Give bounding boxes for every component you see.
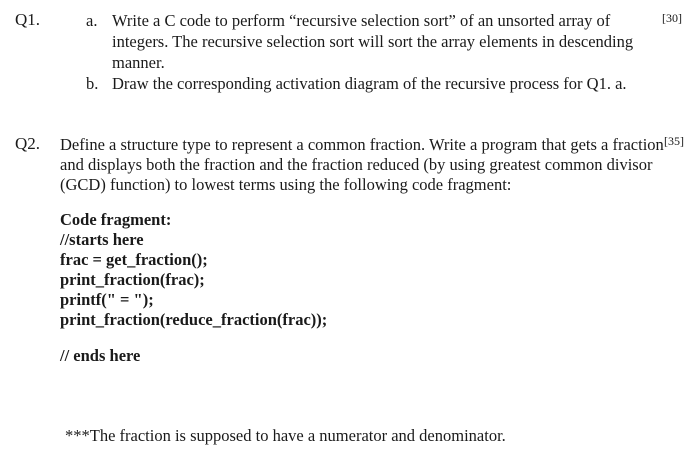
question-number-q1: Q1. xyxy=(15,10,41,29)
code-line-printf: printf(" = "); xyxy=(60,290,154,309)
code-line-ends: // ends here xyxy=(60,346,141,365)
q1-part-b-line-1: Draw the corresponding activation diagram of the recursive process for Q1. a. xyxy=(112,74,627,93)
question-number-q2: Q2. xyxy=(15,134,41,153)
q2-line-1: Define a structure type to represent a common fraction. Write a program that gets a fraction xyxy=(60,135,664,154)
code-fragment-heading: Code fragment: xyxy=(60,210,172,229)
q1-part-a-line-2: integers. The recursive selection sort will sort the array elements in descending xyxy=(112,32,634,51)
q1-part-b-label: b. xyxy=(86,74,99,93)
q2-line-3: (GCD) function) to lowest terms using the following code fragment: xyxy=(60,175,512,194)
q1-part-a-label: a. xyxy=(86,11,98,30)
q2-marks: [35] xyxy=(664,134,684,148)
code-line-starts: //starts here xyxy=(60,230,144,249)
q1-part-a-line-1: Write a C code to perform “recursive selection sort” of an unsorted array of xyxy=(112,11,611,30)
q2-line-2: and displays both the fraction and the fraction reduced (by using greatest common divisor xyxy=(60,155,653,174)
q1-marks: [30] xyxy=(662,11,682,25)
q1-part-a-line-3: manner. xyxy=(112,53,165,72)
code-line-print-reduced: print_fraction(reduce_fraction(frac)); xyxy=(60,310,328,329)
code-line-get-fraction: frac = get_fraction(); xyxy=(60,250,208,269)
code-line-print-fraction: print_fraction(frac); xyxy=(60,270,205,289)
fraction-note: ***The fraction is supposed to have a numerator and denominator. xyxy=(65,426,506,445)
